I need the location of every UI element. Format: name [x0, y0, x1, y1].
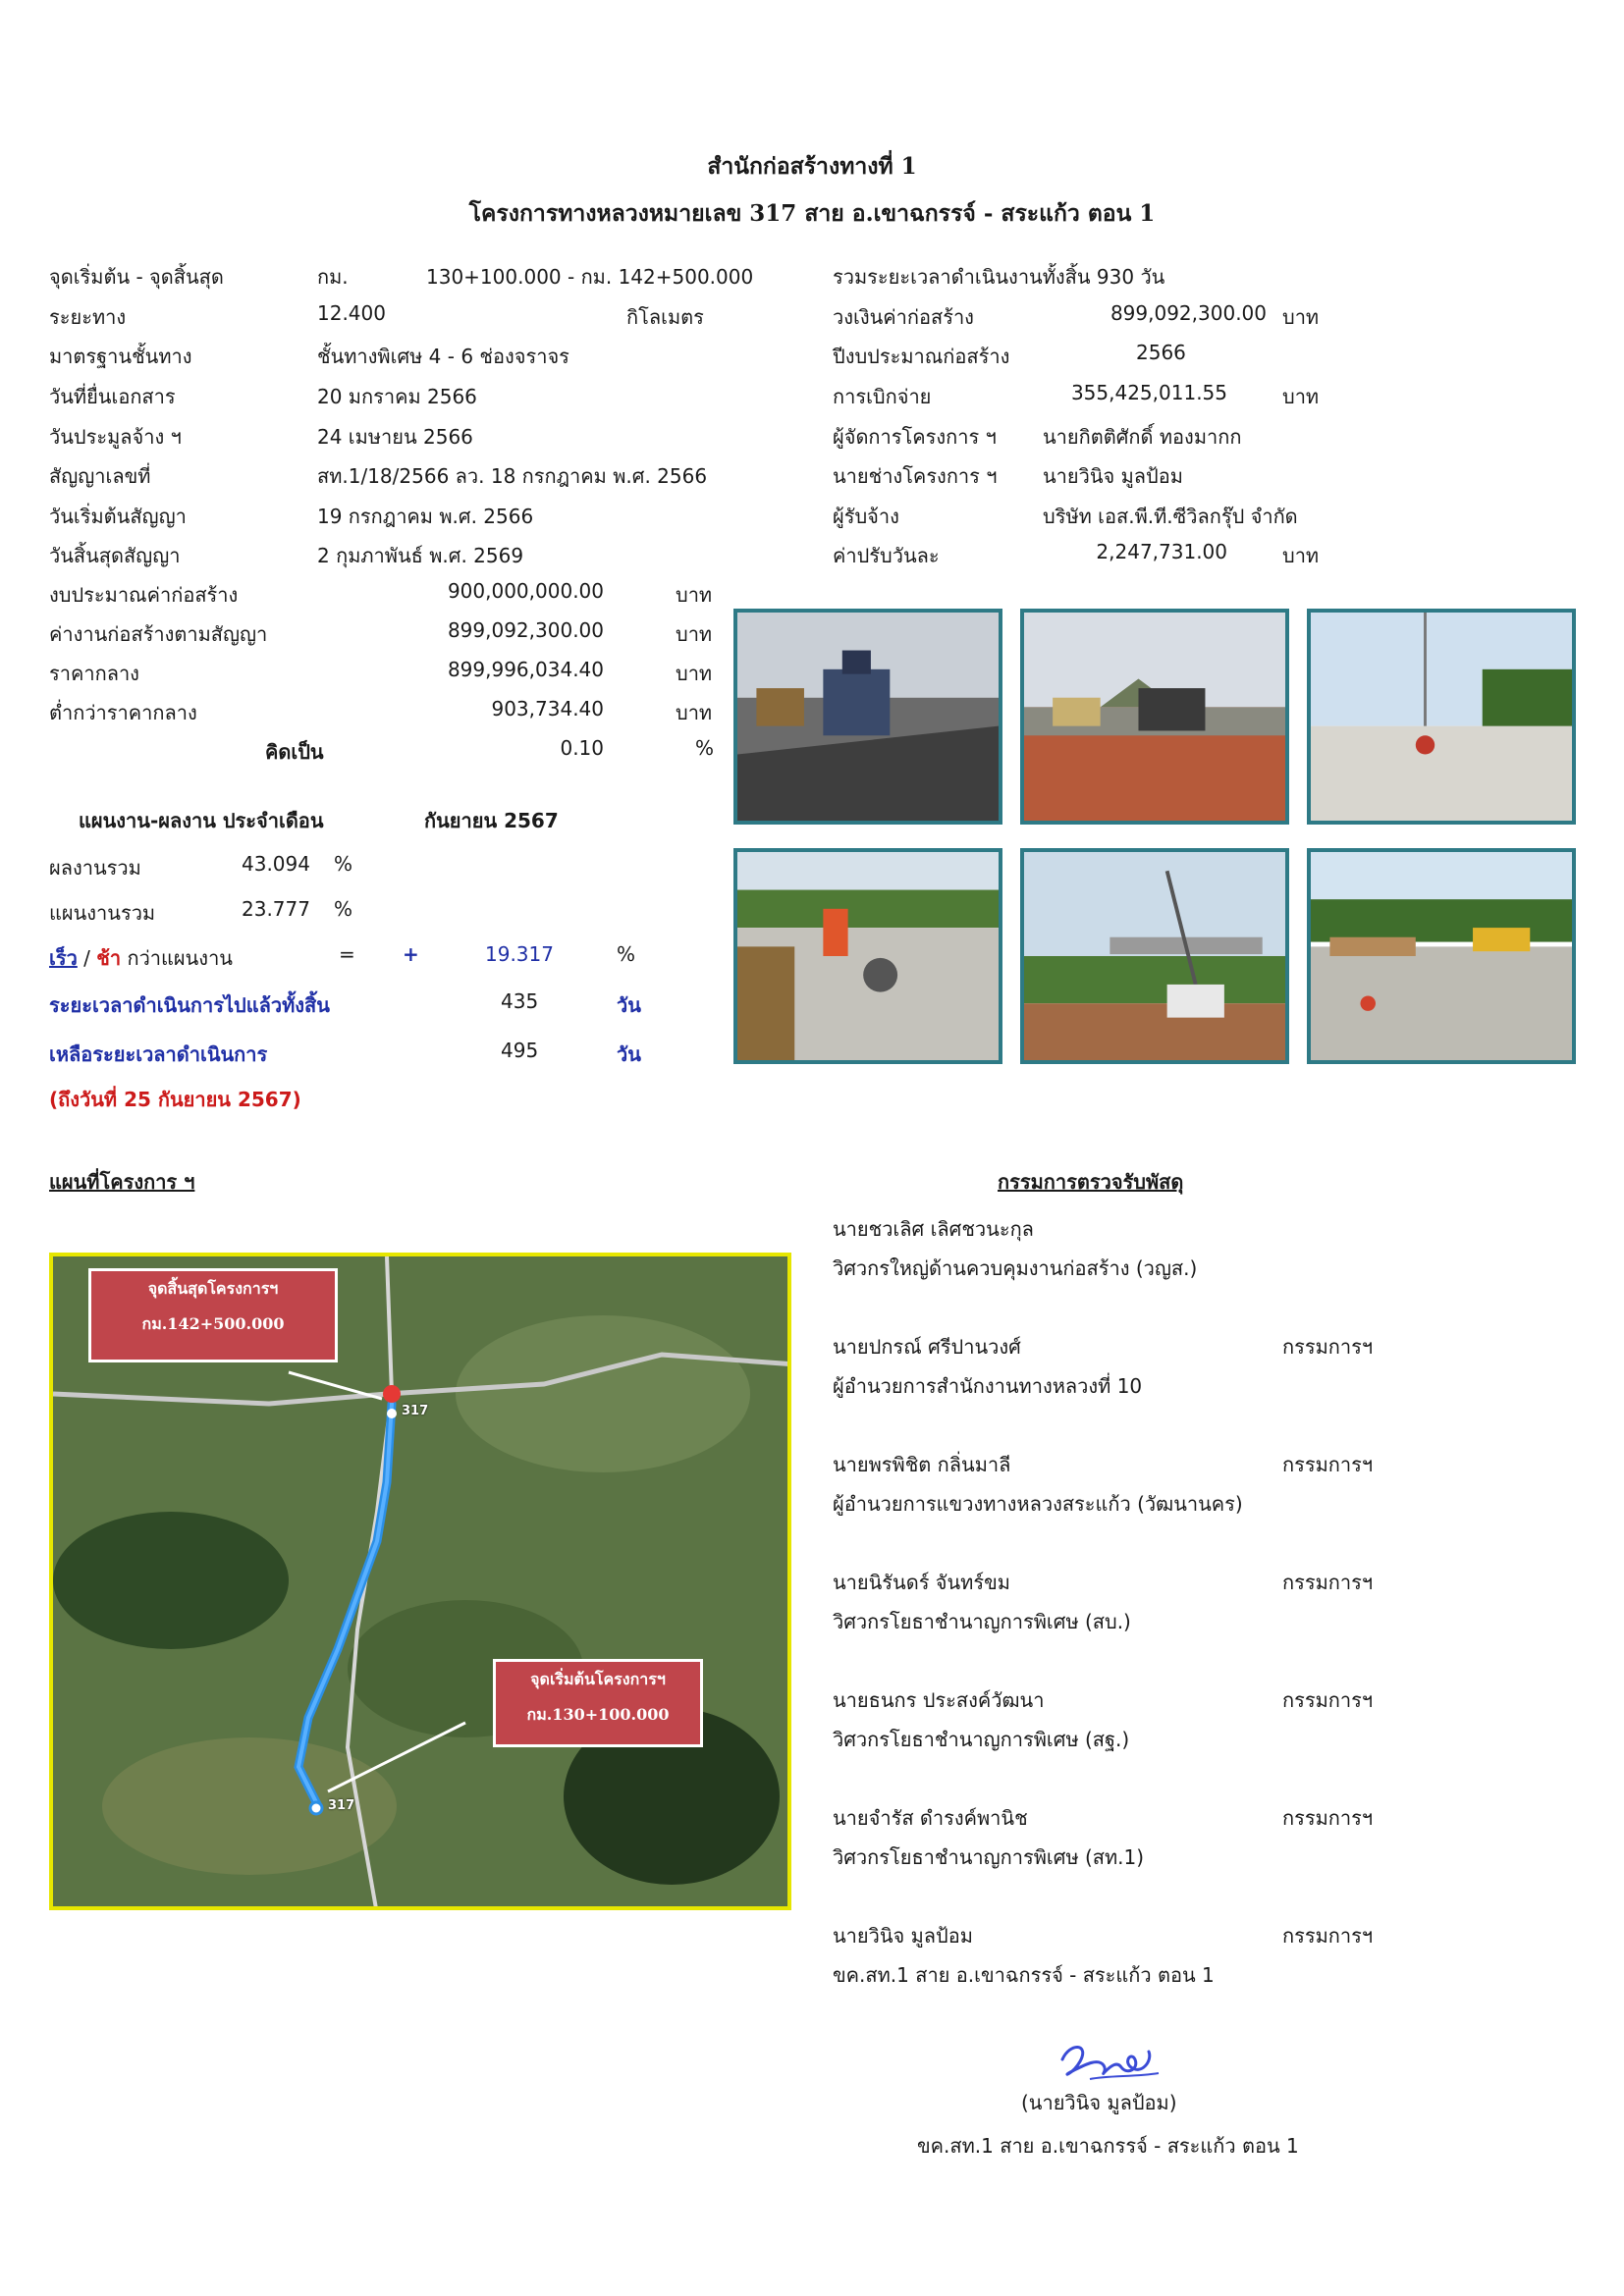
route-marker-top: 317: [402, 1404, 429, 1418]
budget-label: ค่างานก่อสร้างตามสัญญา: [49, 622, 268, 646]
signature-image: [1051, 2032, 1168, 2091]
elapsed-value: 435: [501, 989, 539, 1013]
info-label: ผู้รับจ้าง: [833, 505, 899, 528]
diff-sign: +: [403, 942, 419, 966]
remain-label: เหลือระยะเวลาดำเนินการ: [49, 1042, 268, 1066]
site-photo: [1020, 609, 1289, 825]
budget-value: 900,000,000.00: [447, 579, 604, 603]
info-label: นายช่างโครงการ ฯ: [833, 464, 998, 488]
start-point-callout: [493, 1659, 703, 1747]
info-value: 2 กุมภาพันธ์ พ.ศ. 2569: [317, 544, 524, 567]
info-label: จุดเริ่มต้น - จุดสิ้นสุด: [49, 265, 224, 289]
info-value: 12.400: [317, 301, 386, 325]
route-marker-bottom: 317: [328, 1798, 355, 1813]
info-value: 2566: [1136, 341, 1186, 364]
budget-value: 899,996,034.40: [447, 658, 604, 681]
info-value: นายวินิจ มูลป้อม: [1043, 464, 1183, 488]
diff-unit: %: [617, 942, 636, 966]
budget-label: ราคากลาง: [49, 662, 139, 685]
fast-word: เร็ว: [49, 946, 78, 970]
member-role: กรรมการฯ: [1282, 1571, 1374, 1594]
member-role: กรรมการฯ: [1282, 1924, 1374, 1948]
info-label: วันประมูลจ้าง ฯ: [49, 425, 182, 449]
info-value: 24 เมษายน 2566: [317, 425, 473, 449]
budget-label: ต่ำกว่าราคากลาง: [49, 701, 197, 724]
site-photo: [1020, 848, 1289, 1064]
info-label: วงเงินค่าก่อสร้าง: [833, 305, 974, 329]
actual-value: 43.094: [242, 852, 310, 876]
info-unit: บาท: [1282, 544, 1320, 567]
info-value: นายกิตติศักดิ์ ทองมากก: [1043, 425, 1242, 449]
member-position: ผู้อำนวยการแขวงทางหลวงสระแก้ว (วัฒนานคร): [833, 1492, 1243, 1516]
info-label: สัญญาเลขที่: [49, 464, 151, 488]
info-label: รวมระยะเวลาดำเนินงานทั้งสิ้น 930 วัน: [833, 265, 1165, 289]
info-value: 130+100.000 - กม. 142+500.000: [426, 265, 754, 289]
budget-unit: บาท: [676, 662, 713, 685]
project-title: โครงการทางหลวงหมายเลข 317 สาย อ.เขาฉกรรจ์ - สระแก้ว ตอน 1: [468, 200, 1156, 227]
end-point-title: จุดสิ้นสุดโครงการฯ: [147, 1279, 279, 1298]
member-name: นายชวเลิศ เลิศชวนะกุล: [833, 1217, 1034, 1241]
site-photo: [1307, 609, 1576, 825]
start-point-km: กม.130+100.000: [526, 1705, 670, 1724]
slash: /: [83, 946, 90, 970]
member-position: วิศวกรโยธาชำนาญการพิเศษ (สฐ.): [833, 1728, 1130, 1751]
slow-word: ช้า: [96, 946, 122, 970]
member-position: วิศวกรโยธาชำนาญการพิเศษ (สบ.): [833, 1610, 1131, 1633]
member-name: นายปกรณ์ ศรีปานวงศ์: [833, 1335, 1021, 1359]
info-value: 355,425,011.55: [1070, 381, 1227, 404]
info-value: บริษัท เอส.พี.ที.ซีวิลกรุ๊ป จำกัด: [1043, 505, 1298, 528]
percent-unit: %: [695, 736, 715, 760]
signer-position: ขค.สท.1 สาย อ.เขาฉกรรจ์ - สระแก้ว ตอน 1: [917, 2134, 1299, 2158]
info-label: ปีงบประมาณก่อสร้าง: [833, 345, 1010, 368]
member-name: นายธนกร ประสงค์วัฒนา: [833, 1688, 1045, 1712]
member-name: นายพรพิชิต กลิ่นมาลี: [833, 1453, 1011, 1476]
progress-heading: แผนงาน-ผลงาน ประจำเดือน: [79, 809, 324, 832]
info-value: 20 มกราคม 2566: [317, 385, 477, 408]
budget-unit: บาท: [676, 701, 713, 724]
remain-value: 495: [501, 1039, 539, 1062]
member-role: กรรมการฯ: [1282, 1688, 1374, 1712]
as-of-date: (ถึงวันที่ 25 กันยายน 2567): [49, 1088, 301, 1111]
diff-row: [49, 942, 233, 974]
member-position: ขค.สท.1 สาย อ.เขาฉกรรจ์ - สระแก้ว ตอน 1: [833, 1963, 1215, 1987]
site-photo: [733, 848, 1002, 1064]
info-value: 899,092,300.00: [1110, 301, 1267, 325]
member-position: วิศวกรใหญ่ด้านควบคุมงานก่อสร้าง (วญส.): [833, 1256, 1198, 1280]
diff-value: 19.317: [485, 942, 554, 966]
info-value: สท.1/18/2566 ลว. 18 กรกฎาคม พ.ศ. 2566: [317, 464, 708, 488]
diff-label: กว่าแผนงาน: [127, 946, 233, 970]
budget-value: 899,092,300.00: [447, 618, 604, 642]
info-value: 2,247,731.00: [1096, 540, 1227, 563]
info-label: ผู้จัดการโครงการ ฯ: [833, 425, 997, 449]
member-position: วิศวกรโยธาชำนาญการพิเศษ (สท.1): [833, 1845, 1145, 1869]
info-value: กม.: [317, 265, 349, 289]
plan-label: แผนงานรวม: [49, 901, 156, 925]
elapsed-unit: วัน: [617, 993, 641, 1017]
info-label: วันเริ่มต้นสัญญา: [49, 505, 187, 528]
site-photo: [1307, 848, 1576, 1064]
info-unit: บาท: [1282, 385, 1320, 408]
elapsed-label: ระยะเวลาดำเนินการไปแล้วทั้งสิ้น: [49, 993, 330, 1017]
budget-label: งบประมาณค่าก่อสร้าง: [49, 583, 239, 607]
equals-sign: =: [339, 942, 355, 966]
plan-unit: %: [334, 897, 353, 921]
end-point-km: กม.142+500.000: [141, 1314, 285, 1333]
info-label: มาตรฐานชั้นทาง: [49, 345, 192, 368]
info-unit: บาท: [1282, 305, 1320, 329]
member-position: ผู้อำนวยการสำนักงานทางหลวงที่ 10: [833, 1374, 1143, 1398]
info-label: วันสิ้นสุดสัญญา: [49, 544, 181, 567]
remain-unit: วัน: [617, 1042, 641, 1066]
member-name: นายวินิจ มูลป้อม: [833, 1924, 973, 1948]
info-unit: กิโลเมตร: [626, 305, 704, 329]
progress-month: กันยายน 2567: [424, 809, 559, 832]
info-value: ชั้นทางพิเศษ 4 - 6 ช่องจราจร: [317, 345, 569, 368]
project-map[interactable]: [49, 1253, 791, 1910]
start-point-title: จุดเริ่มต้นโครงการฯ: [530, 1670, 666, 1688]
percent-label: คิดเป็น: [265, 740, 324, 764]
site-photo: [733, 609, 1002, 825]
info-label: วันที่ยื่นเอกสาร: [49, 385, 176, 408]
member-role: กรรมการฯ: [1282, 1335, 1374, 1359]
member-name: นายจำรัส ดำรงค์พานิช: [833, 1806, 1028, 1830]
percent-value: 0.10: [560, 736, 604, 760]
member-role: กรรมการฯ: [1282, 1453, 1374, 1476]
actual-unit: %: [334, 852, 353, 876]
info-label: การเบิกจ่าย: [833, 385, 932, 408]
office-title: สำนักก่อสร้างทางที่ 1: [707, 153, 917, 180]
budget-unit: บาท: [676, 622, 713, 646]
member-name: นายนิรันดร์ จันทร์ขม: [833, 1571, 1010, 1594]
budget-value: 903,734.40: [491, 697, 604, 721]
signer-name: (นายวินิจ มูลป้อม): [1021, 2091, 1177, 2114]
plan-value: 23.777: [242, 897, 310, 921]
committee-heading: กรรมการตรวจรับพัสดุ: [998, 1170, 1184, 1194]
info-label: ระยะทาง: [49, 305, 127, 329]
member-role: กรรมการฯ: [1282, 1806, 1374, 1830]
budget-unit: บาท: [676, 583, 713, 607]
end-point-callout: [88, 1268, 338, 1362]
actual-label: ผลงานรวม: [49, 856, 141, 880]
info-label: ค่าปรับวันละ: [833, 544, 940, 567]
map-heading: แผนที่โครงการ ฯ: [49, 1170, 195, 1194]
info-value: 19 กรกฎาคม พ.ศ. 2566: [317, 505, 534, 528]
